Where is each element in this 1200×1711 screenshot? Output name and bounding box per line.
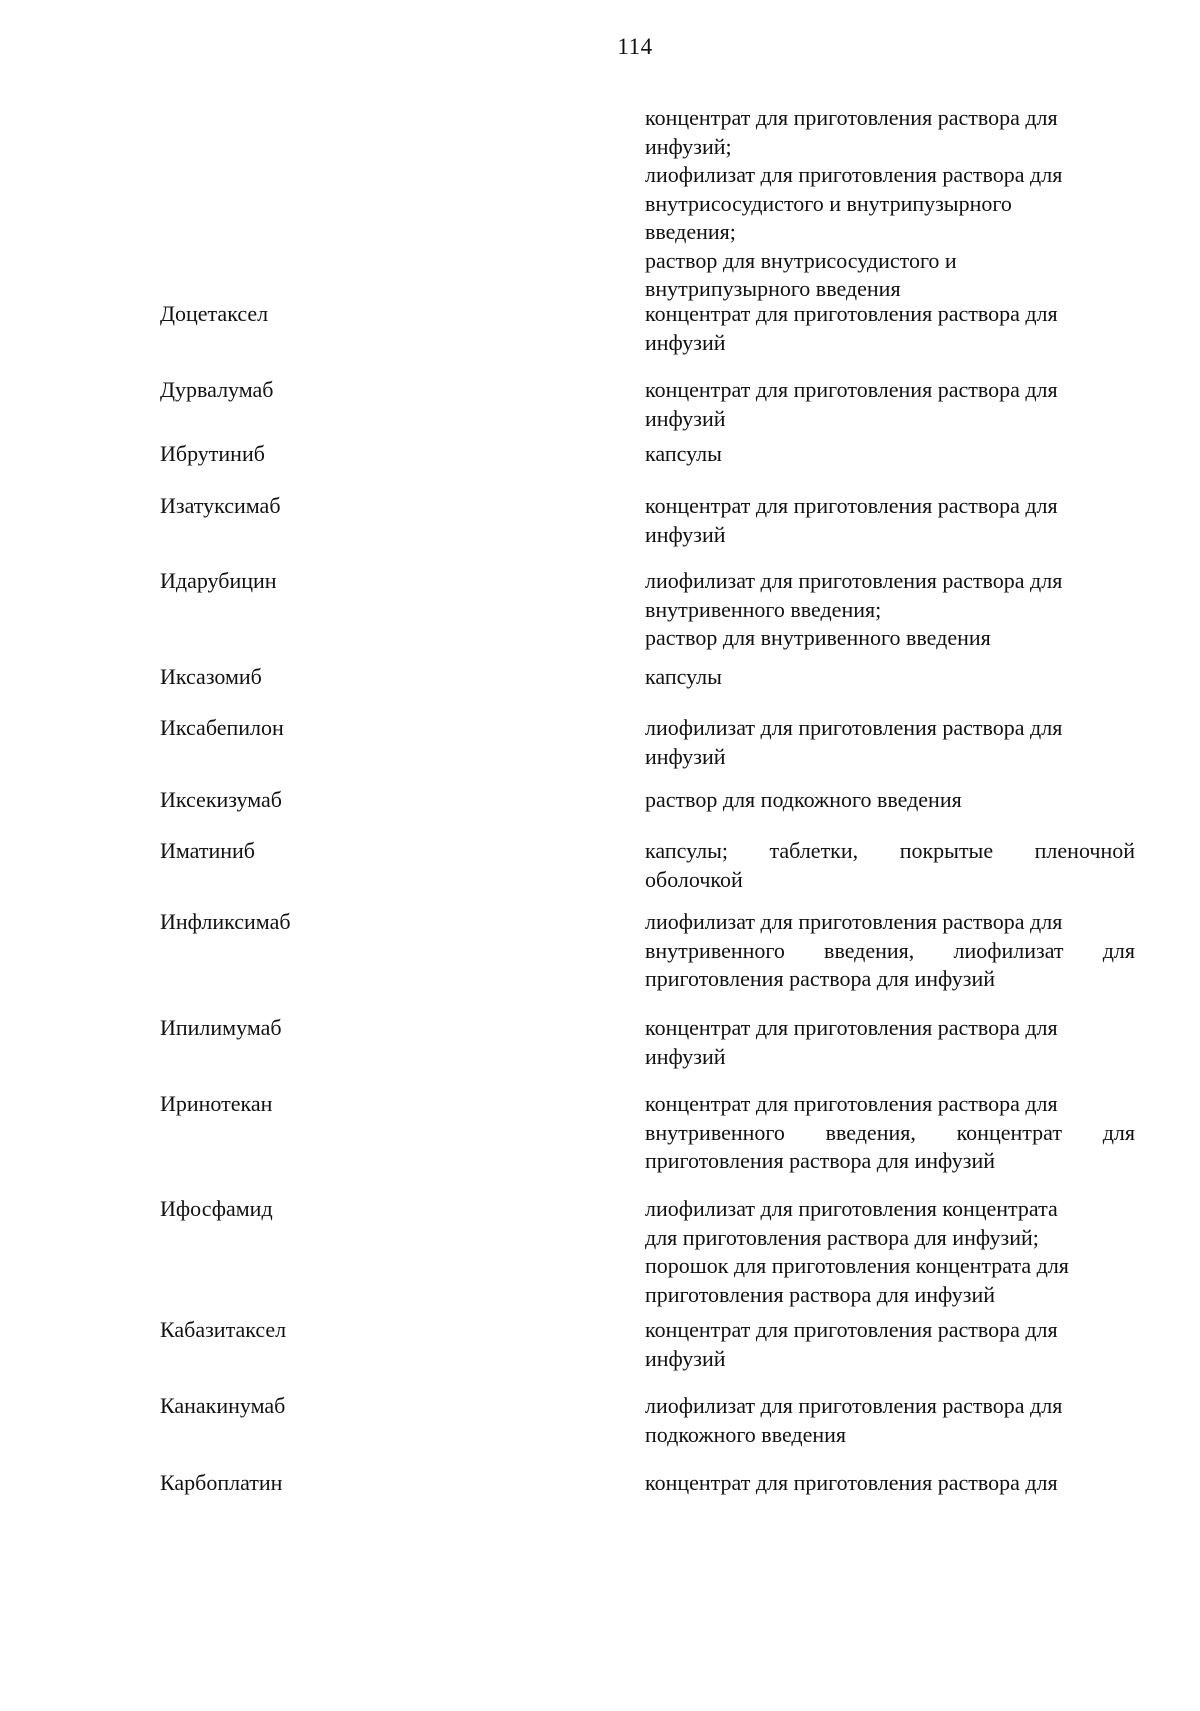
- drug-name: Кабазитаксел: [160, 1317, 287, 1342]
- dosage-form-line: лиофилизат для приготовления раствора для: [645, 715, 1063, 740]
- drug-name: Дурвалумаб: [160, 377, 274, 402]
- drug-dosage-form: [645, 567, 1135, 653]
- dosage-form-line: раствор для внутривенного введения: [645, 625, 991, 650]
- dosage-form-line: внутривенного введения, лиофилизат для: [645, 937, 1135, 963]
- drug-name: Иринотекан: [160, 1091, 273, 1116]
- dosage-form-line: концентрат для приготовления раствора для: [645, 1470, 1058, 1495]
- dosage-form-line: капсулы: [645, 441, 722, 466]
- dosage-form-line: лиофилизат для приготовления концентрата: [645, 1196, 1058, 1221]
- dosage-form-line: внутривенного введения;: [645, 596, 882, 622]
- drug-name: Ипилимумаб: [160, 1015, 282, 1040]
- drug-dosage-form: [645, 714, 1135, 771]
- drug-dosage-form: [645, 492, 1135, 549]
- dosage-form-line: подкожного введения: [645, 1421, 847, 1447]
- continuation-line: лиофилизат для приготовления раствора для: [645, 162, 1063, 187]
- drug-dosage-form: [645, 1195, 1135, 1309]
- dosage-form-line: приготовления раствора для инфузий: [645, 966, 995, 991]
- dosage-form-line: инфузий: [645, 521, 726, 547]
- page-number: 114: [617, 34, 653, 59]
- drug-dosage-form: [645, 837, 1135, 894]
- continuation-line: введения;: [645, 219, 736, 244]
- dosage-form-line: приготовления раствора для инфузий: [645, 1148, 995, 1173]
- dosage-form-line: концентрат для приготовления раствора для: [645, 1015, 1058, 1040]
- dosage-form-line: инфузий: [645, 405, 726, 431]
- drug-name: Иматиниб: [160, 838, 255, 863]
- dosage-form-line: порошок для приготовления концентрата для: [645, 1253, 1069, 1278]
- drug-name: Канакинумаб: [160, 1393, 286, 1418]
- drug-name: Иксекизумаб: [160, 787, 282, 812]
- drug-name: Идарубицин: [160, 568, 277, 593]
- drug-dosage-form: [645, 1316, 1135, 1373]
- dosage-form-line: инфузий: [645, 329, 726, 355]
- dosage-form-line: внутривенного введения, концентрат для: [645, 1119, 1135, 1145]
- dosage-form-line: капсулы: [645, 664, 722, 689]
- drug-dosage-form: [645, 300, 1135, 357]
- dosage-form-line: для приготовления раствора для инфузий;: [645, 1224, 1039, 1250]
- continuation-line: внутрисосудистого и внутрипузырного: [645, 190, 1012, 216]
- dosage-form-line: концентрат для приготовления раствора для: [645, 1091, 1058, 1116]
- drug-name: Доцетаксел: [160, 301, 269, 326]
- drug-name: Иксазомиб: [160, 664, 262, 689]
- dosage-form-line: приготовления раствора для инфузий: [645, 1281, 995, 1307]
- continuation-line: раствор для внутрисосудистого и: [645, 247, 957, 273]
- drug-name: Ифосфамид: [160, 1196, 273, 1221]
- dosage-form-line: инфузий: [645, 1345, 726, 1371]
- dosage-form-line: концентрат для приготовления раствора для: [645, 1317, 1058, 1342]
- dosage-form-line: концентрат для приготовления раствора для: [645, 493, 1058, 518]
- drug-dosage-form: [645, 786, 1135, 815]
- dosage-form-line: концентрат для приготовления раствора для: [645, 301, 1058, 326]
- drug-dosage-form: [645, 1469, 1135, 1498]
- dosage-form-line: концентрат для приготовления раствора для: [645, 377, 1058, 402]
- dosage-form-line: лиофилизат для приготовления раствора для: [645, 568, 1063, 593]
- dosage-form-line: капсулы; таблетки, покрытые пленочной: [645, 838, 1135, 863]
- drug-name: Иксабепилон: [160, 715, 284, 740]
- dosage-form-line: инфузий: [645, 743, 726, 769]
- drug-name: Карбоплатин: [160, 1470, 283, 1495]
- continuation-line: инфузий;: [645, 133, 732, 159]
- drug-dosage-form: [645, 1392, 1135, 1449]
- continuation-line: концентрат для приготовления раствора для: [645, 105, 1058, 130]
- drug-name: Изатуксимаб: [160, 493, 281, 518]
- dosage-form-line: раствор для подкожного введения: [645, 787, 962, 812]
- drug-dosage-form: [645, 663, 1135, 692]
- continuation-line: внутрипузырного введения: [645, 276, 901, 301]
- drug-dosage-form: [645, 908, 1135, 994]
- drug-dosage-form: [645, 376, 1135, 433]
- dosage-form-line: инфузий: [645, 1043, 726, 1069]
- drug-dosage-form: [645, 440, 1135, 469]
- drug-name: Инфликсимаб: [160, 909, 291, 934]
- drug-name: Ибрутиниб: [160, 441, 265, 466]
- dosage-form-line: лиофилизат для приготовления раствора для: [645, 909, 1063, 934]
- drug-dosage-form: [645, 1014, 1135, 1071]
- drug-dosage-form: [645, 1090, 1135, 1176]
- dosage-form-line: лиофилизат для приготовления раствора для: [645, 1393, 1063, 1418]
- dosage-form-line: оболочкой: [645, 866, 743, 892]
